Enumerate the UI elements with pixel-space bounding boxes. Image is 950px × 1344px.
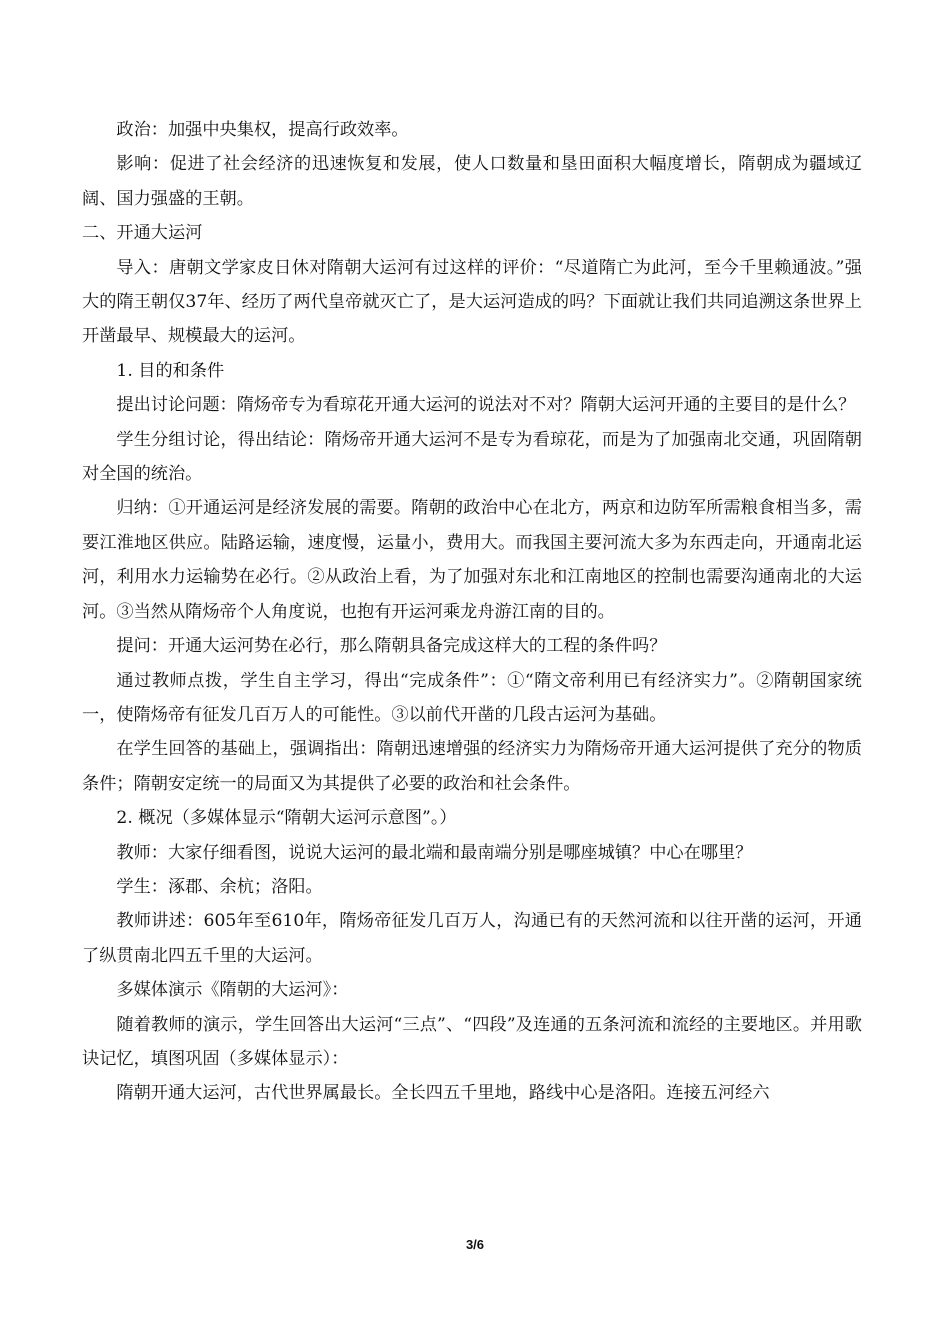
paragraph-teacher-question: 教师：大家仔细看图，说说大运河的最北端和最南端分别是哪座城镇？中心在哪里？	[116, 842, 753, 863]
paragraph-mnemonic: 隋朝开通大运河，古代世界属最长。全长四五千里地，路线中心是洛阳。连接五河经六	[116, 1083, 770, 1104]
section-heading-grand-canal: 二、开通大运河	[82, 223, 203, 244]
paragraph-discussion-question: 提出讨论问题：隋炀帝专为看琼花开通大运河的说法对不对？隋朝大运河开通的主要目的是什么？	[116, 395, 856, 416]
paragraph-multimedia-demo: 多媒体演示《隋朝的大运河》：	[116, 980, 349, 1001]
paragraph-politics: 政治：加强中央集权，提高行政效率。	[116, 120, 409, 140]
paragraph-emphasis: 在学生回答的基础上，强调指出：隋朝迅速增强的经济实力为隋炀帝开通大运河提供了充分的物质条件；隋朝安定统一的局面又为其提供了必要的政治和社会条件。	[82, 739, 862, 794]
paragraph-student-answer: 学生：涿郡、余杭；洛阳。	[116, 876, 323, 897]
document-body	[82, 113, 862, 1111]
paragraph-question: 提问：开通大运河势在必行，那么隋朝具备完成这样大的工程的条件吗？	[116, 636, 667, 657]
paragraph-introduction: 导入：唐朝文学家皮日休对隋朝大运河有过这样的评价：“尽道隋亡为此河，至今千里赖通波。”强大的隋王朝仅37年、经历了两代皇帝就灭亡了，是大运河造成的吗？下面就让我们共同追溯这条世界上开凿最早、规模最大的运河。	[82, 257, 862, 347]
paragraph-summary: 归纳：①开通运河是经济发展的需要。隋朝的政治中心在北方，两京和边防军所需粮食相当多，需要江淮地区供应。陆路运输，速度慢，运量小，费用大。而我国主要河流大多为东西走向，开通南北运河，利用水力运输势在必行。②从政治上看，为了加强对东北和江南地区的控制也需要沟通南北的大运河。③当然从隋炀帝个人角度说，也抱有开运河乘龙舟游江南的目的。	[82, 498, 862, 622]
page-number: 3/6	[465, 1237, 485, 1252]
paragraph-conditions: 通过教师点拨，学生自主学习，得出“完成条件”：①“隋文帝利用已有经济实力”。②隋朝国家统一，使隋炀帝有征发几百万人的可能性。③以前代开凿的几段古运河为基础。	[82, 670, 862, 725]
paragraph-teacher-explanation: 教师讲述：605年至610年，隋炀帝征发几百万人，沟通已有的天然河流和以往开凿的运河，开通了纵贯南北四五千里的大运河。	[82, 911, 862, 966]
subheading-purpose-and-conditions: 1. 目的和条件	[116, 360, 225, 381]
subheading-overview: 2. 概况（多媒体显示“隋朝大运河示意图”。）	[116, 808, 457, 829]
paragraph-student-recall: 随着教师的演示，学生回答出大运河“三点”、“四段”及连通的五条河流和流经的主要地区。并用歌诀记忆，填图巩固（多媒体显示）：	[82, 1014, 862, 1069]
paragraph-group-discussion: 学生分组讨论，得出结论：隋炀帝开通大运河不是专为看琼花，而是为了加强南北交通，巩固隋朝对全国的统治。	[82, 429, 862, 485]
paragraph-influence: 影响：促进了社会经济的迅速恢复和发展，使人口数量和垦田面积大幅度增长，隋朝成为疆域辽阔、国力强盛的王朝。	[82, 154, 862, 209]
